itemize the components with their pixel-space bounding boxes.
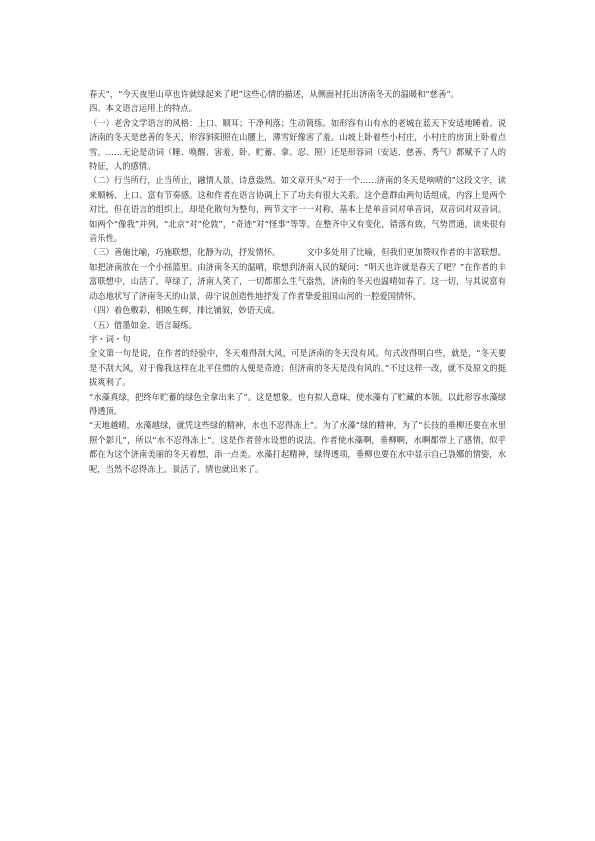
paragraph-style-point-5: （五）借墨如金、语言凝练。 bbox=[89, 319, 197, 330]
document-body bbox=[89, 87, 506, 476]
paragraph-style-point-3 bbox=[89, 245, 506, 303]
point-3-body: 文中多处用了比喻，但我们更加赞叹作者的丰富联想。如把济南放在一个小摇篮里。由济南冬天的温晴，联想到济南人民的疑问：“明天也许就是春天了吧？”在作者的丰富联想中，山活了，草绿了，济南人笑了，一切都那么生气盎然，济南的冬天也温晴如春了。这一切，与其说富有动态地状写了济南冬天的山景，毋宁说创造性地抒发了作者挚爱祖国山河的一腔爱国情怀。 bbox=[89, 247, 506, 301]
paragraph-water-grass-analysis: “水藻真绿，把终年贮蓄的绿色全拿出来了”。这是想象，也有拟人意味，使水藻有了贮藏的本领。以此形容水藻绿得透顶。 bbox=[89, 391, 506, 416]
section-heading-language-features: 四、本文语言运用上的特点。 bbox=[89, 103, 197, 114]
paragraph-style-point-2: （二）行当所行，止当所止，融情人景，诗意盎然。如文章开头“对于一个……济南的冬天是响晴的”这段文字，读来顺畅、上口、富有节奏感。这和作者在语言协调上下了功夫有很大关系。这个意群由两句话组成，内容上是两个对比，但在语言的组织上，却是化散句为整句，两节文字一一对称，基本上是单音词对单音词，双音词对双音词。如两个“像我”并列，“北京”对“伦敦”，“奇迹”对“怪事”等等。在整齐中又有变化，错落有致，气势贯通，读来很有音乐性。 bbox=[89, 175, 506, 244]
paragraph-style-point-1: （一）老舍文学语言的风格：上口、顺耳；干净利落；生动简练。如形容有山有水的老城在蓝天下安适地睡着。说济南的冬天是慈善的冬天，形容斜阳照在山腰上，薄雪好像害了羞。山坡上卧着些小村庄，小村庄的房顶上卧着点雪。……无论是动词（睡、唤醒、害羞、卧、贮蓄、拿、忍、照）还是形容词（安适、慈善、秀气）都赋予了人的特征，人的感情。 bbox=[89, 117, 506, 172]
point-3-lead: （三）善施比喻，巧施联想，化静为动，抒发情怀。 bbox=[89, 247, 281, 258]
paragraph-sunny-sky-analysis: “天地越晴，水藻越绿，就凭这些绿的精神，水也不忍得冻上”。为了水藻“绿的精神，为了“长技的垂柳还要在水里照个影儿”，所以“水不忍得冻上”。这是作者替水设想的说法。作者使水藻啊，垂柳啊，水啊都带上了感情，似乎都在为这个济南美丽的冬天着想，添一点美。水藻打起精神，绿得透项，垂柳也要在水中显示自己袅娜的情姿，水呢，当然不忍得冻上。景活了，情也就出来了。 bbox=[89, 420, 506, 474]
paragraph-style-point-4: （四）着色敷彩，相映生辉，排比铺叙，妙语天成。 bbox=[89, 305, 280, 316]
paragraph-first-sentence-analysis: 全文第一句是说，在作者的经验中，冬天难得刮大风，可是济南的冬天没有风。句式改得明白些，就是，“冬天要是不刮大风，对于像我这样在北平住惯的人便是奇迹；但济南的冬天是没有风的。”不过这样一改，就不及原文的挺拔爽利了。 bbox=[89, 348, 506, 388]
paragraph-continuation: 春天”，“今天夜里山草也许就绿起来了吧”这些心情的描述，从侧面衬托出济南冬天的温暖和“慈善”。 bbox=[89, 89, 459, 99]
section-heading-words-sentences: 字・词・句 bbox=[89, 333, 131, 344]
